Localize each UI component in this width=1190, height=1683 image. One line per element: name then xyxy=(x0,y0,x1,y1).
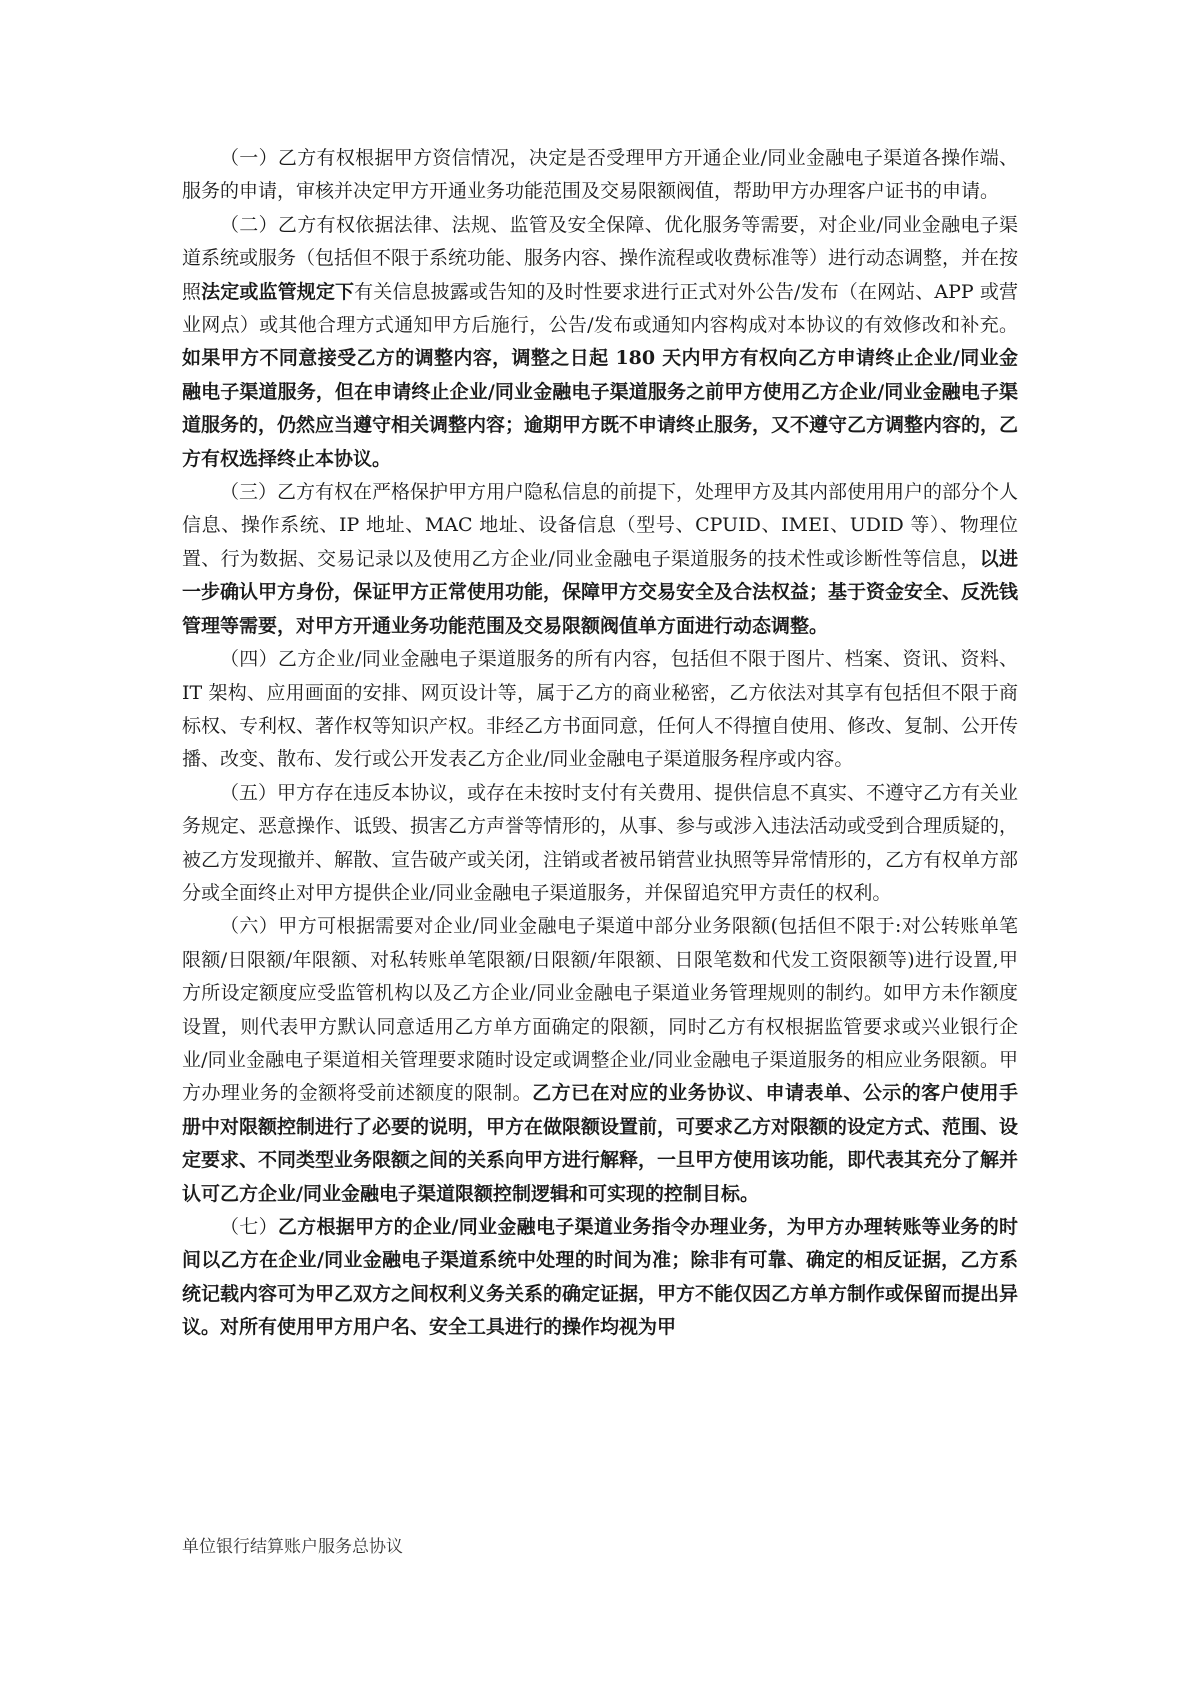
page-footer: 单位银行结算账户服务总协议 xyxy=(182,1537,403,1557)
text-run: （三）乙方有权在严格保护甲方用户隐私信息的前提下，处理甲方及其内部使用用户的部分个人信息、操作系统、IP 地址、MAC 地址、设备信息（型号、CPUID、IMEI、UDID 等）、物理位置、行为数据、交易记录以及使用乙方企业/同业金融电子渠道服务的技术性或诊断性等信息， xyxy=(182,481,1019,570)
bold-text-run: 如果甲方不同意接受乙方的调整内容，调整之日起 180 天内甲方有权向乙方申请终止企业/同业金融电子渠道服务，但在申请终止企业/同业金融电子渠道服务之前甲方使用乙方企业/同业金融电子渠道服务的，仍然应当遵守相关调整内容；逾期甲方既不申请终止服务，又不遵守乙方调整内容的，乙方有权选择终止本协议。 xyxy=(182,347,1019,470)
clause-2 xyxy=(182,209,1018,476)
bold-text-run: 法定或监管规定下 xyxy=(201,280,355,303)
clause-3 xyxy=(182,476,1018,643)
text-run: （六）甲方可根据需要对企业/同业金融电子渠道中部分业务限额(包括但不限于:对公转账单笔限额/日限额/年限额、对私转账单笔限额/日限额/年限额、日限笔数和代发工资限额等)进行设置,甲方所设定额度应受监管机构以及乙方企业/同业金融电子渠道业务管理规则的制约。如甲方未作额度设置，则代表甲方默认同意适用乙方单方面确定的限额，同时乙方有权根据监管要求或兴业银行企业/同业金融电子渠道相关管理要求随时设定或调整企业/同业金融电子渠道服务的相应业务限额。甲方办理业务的金额将受前述额度的限制。 xyxy=(182,915,1018,1105)
text-run: （二）乙方有权依据法律、法规、监管及安全保障、优化服务等需要，对企业/同业金融电子渠道系统或服务（包括但不限于系统功能、服务内容、操作流程或收费标准等）进行动态调整，并在按照 xyxy=(182,213,1019,303)
bold-text-run: 乙方根据甲方的企业/同业金融电子渠道业务指令办理业务，为甲方办理转账等业务的时间以乙方在企业/同业金融电子渠道系统中处理的时间为准；除非有可靠、确定的相反证据，乙方系统记载内容可为甲乙双方之间权利义务关系的确定证据，甲方不能仅因乙方单方制作或保留而提出异议。对所有使用甲方用户名、安全工具进行的操作均视为甲 xyxy=(182,1216,1019,1339)
text-run: （七） xyxy=(220,1216,278,1238)
clause-1 xyxy=(182,142,1018,209)
clause-5 xyxy=(182,777,1018,911)
clause-6 xyxy=(182,910,1018,1211)
text-run: 有关信息披露或告知的及时性要求进行正式对外公告/发布（在网站、APP 或营业网点）或其他合理方式通知甲方后施行，公告/发布或通知内容构成对本协议的有效修改和补充。 xyxy=(182,280,1018,337)
text-run: （一）乙方有权根据甲方资信情况，决定是否受理甲方开通企业/同业金融电子渠道各操作端、服务的申请，审核并决定甲方开通业务功能范围及交易限额阀值，帮助甲方办理客户证书的申请。 xyxy=(182,147,1018,203)
clause-4 xyxy=(182,643,1018,777)
bold-text-run: 以进一步确认甲方身份，保证甲方正常使用功能，保障甲方交易安全及合法权益；基于资金安全、反洗钱管理等需要，对甲方开通业务功能范围及交易限额阀值单方面进行动态调整。 xyxy=(182,547,1019,637)
agreement-body xyxy=(182,142,1018,1345)
bold-text-run: 乙方已在对应的业务协议、申请表单、公示的客户使用手册中对限额控制进行了必要的说明，甲方在做限额设置前，可要求乙方对限额的设定方式、范围、设定要求、不同类型业务限额之间的关系向甲方进行解释，一旦甲方使用该功能，即代表其充分了解并认可乙方企业/同业金融电子渠道限额控制逻辑和可实现的控制目标。 xyxy=(182,1082,1019,1205)
text-run: （四）乙方企业/同业金融电子渠道服务的所有内容，包括但不限于图片、档案、资讯、资料、IT 架构、应用画面的安排、网页设计等，属于乙方的商业秘密，乙方依法对其享有包括但不限于商标权、专利权、著作权等知识产权。非经乙方书面同意，任何人不得擅自使用、修改、复制、公开传播、改变、散布、发行或公开发表乙方企业/同业金融电子渠道服务程序或内容。 xyxy=(182,648,1019,771)
clause-7 xyxy=(182,1211,1018,1345)
text-run: （五）甲方存在违反本协议，或存在未按时支付有关费用、提供信息不真实、不遵守乙方有关业务规定、恶意操作、诋毁、损害乙方声誉等情形的，从事、参与或涉入违法活动或受到合理质疑的，被乙方发现撤并、解散、宣告破产或关闭，注销或者被吊销营业执照等异常情形的，乙方有权单方部分或全面终止对甲方提供企业/同业金融电子渠道服务，并保留追究甲方责任的权利。 xyxy=(182,781,1019,904)
